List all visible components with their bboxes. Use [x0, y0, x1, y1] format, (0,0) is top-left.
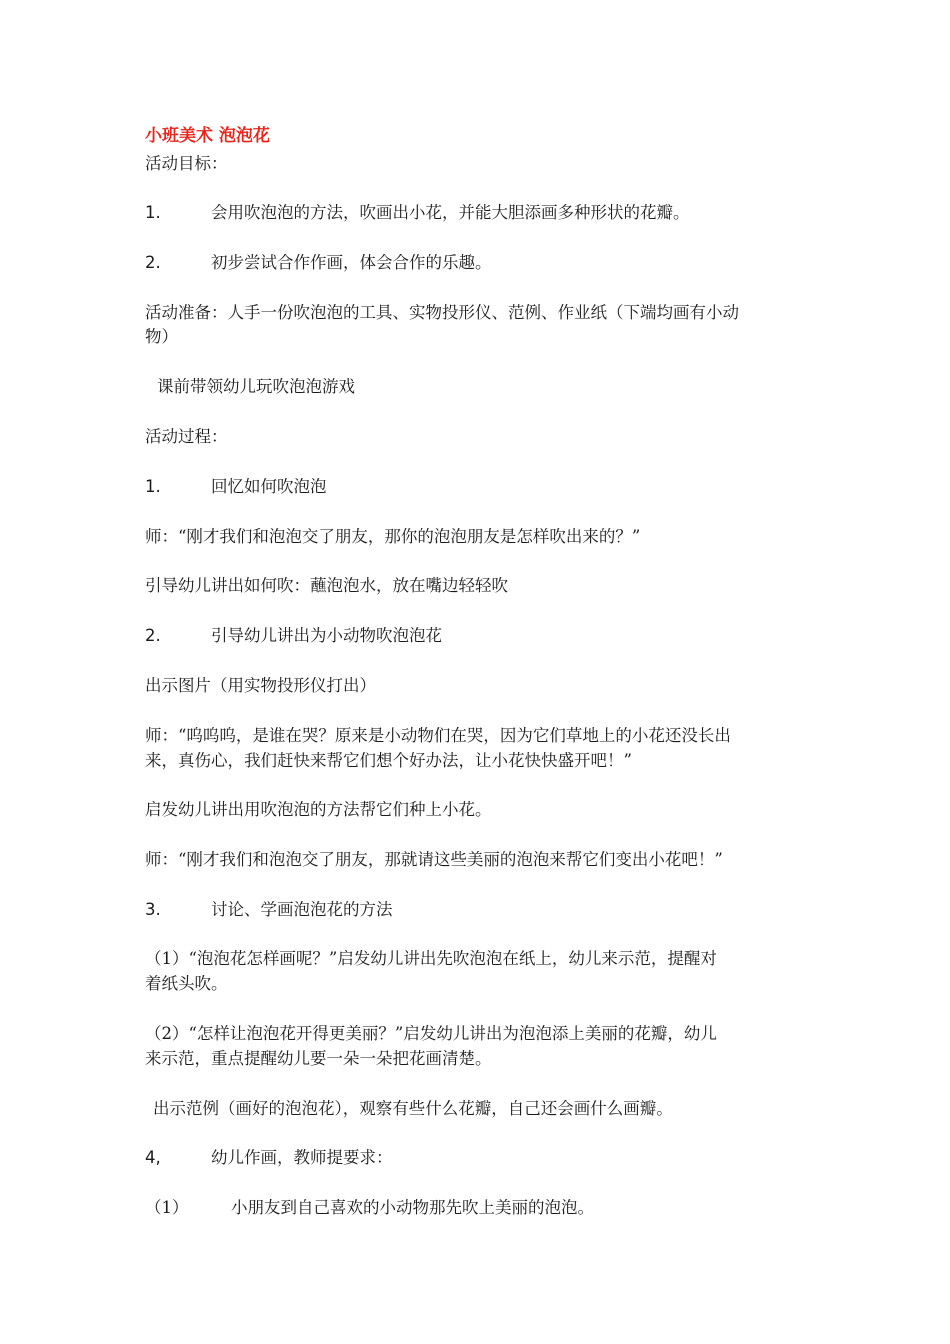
show-picture-line: 出示图片（用实物投形仪打出）	[145, 676, 376, 695]
requirement-1-text: 小朋友到自己喜欢的小动物那先吹上美丽的泡泡。	[231, 1198, 594, 1217]
goal-2-text: 初步尝试合作作画，体会合作的乐趣。	[211, 253, 492, 272]
step-4-number: 4,	[145, 1148, 161, 1167]
sub-item-2a: （2）“怎样让泡泡花开得更美丽？”启发幼儿讲出为泡泡添上美丽的花瓣，幼儿	[145, 1024, 717, 1043]
goal-2	[145, 250, 492, 275]
show-example-line: 出示范例（画好的泡泡花），观察有些什么花瓣，自己还会画什么画瓣。	[153, 1099, 673, 1118]
step-1-text: 回忆如何吹泡泡	[211, 477, 327, 496]
step-3	[145, 897, 393, 922]
document-title: 小班美术 泡泡花	[145, 126, 270, 146]
sub-item-1a: （1）“泡泡花怎样画呢？”启发幼儿讲出先吹泡泡在纸上，幼儿来示范，提醒对	[145, 949, 717, 968]
sub-item-1b: 着纸头吹。	[145, 974, 228, 993]
sub-item-2b: 来示范，重点提醒幼儿要一朵一朵把花画清楚。	[145, 1049, 492, 1068]
process-heading: 活动过程：	[145, 427, 228, 446]
goal-1-text: 会用吹泡泡的方法，吹画出小花，并能大胆添画多种形状的花瓣。	[211, 203, 690, 222]
teacher-line-1: 师：“刚才我们和泡泡交了朋友，那你的泡泡朋友是怎样吹出来的？”	[145, 527, 641, 546]
teacher-line-2a: 师：“呜呜呜，是谁在哭？原来是小动物们在哭，因为它们草地上的小花还没长出	[145, 726, 731, 745]
goal-1	[145, 200, 690, 225]
prep-line-1: 活动准备：人手一份吹泡泡的工具、实物投形仪、范例、作业纸（下端均画有小动	[145, 303, 739, 322]
goal-1-number: 1.	[145, 203, 161, 222]
pre-class-note: 课前带领幼儿玩吹泡泡游戏	[157, 377, 355, 396]
step-1-number: 1.	[145, 477, 161, 496]
step-2	[145, 623, 442, 648]
step-4-text: 幼儿作画，教师提要求：	[211, 1148, 393, 1167]
step-2-number: 2.	[145, 626, 161, 645]
step-3-text: 讨论、学画泡泡花的方法	[211, 900, 393, 919]
prep-line-2: 物）	[145, 327, 178, 346]
requirement-1	[145, 1195, 594, 1220]
teacher-line-2b: 来，真伤心，我们赶快来帮它们想个好办法，让小花快快盛开吧！”	[145, 751, 632, 770]
teacher-line-3: 师：“刚才我们和泡泡交了朋友，那就请这些美丽的泡泡来帮它们变出小花吧！”	[145, 850, 723, 869]
inspire-line: 启发幼儿讲出用吹泡泡的方法帮它们种上小花。	[145, 800, 492, 819]
requirement-1-number: （1）	[145, 1198, 189, 1217]
step-3-number: 3.	[145, 900, 161, 919]
goals-heading: 活动目标：	[145, 154, 228, 173]
goal-2-number: 2.	[145, 253, 161, 272]
step-4	[145, 1145, 393, 1170]
step-2-text: 引导幼儿讲出为小动物吹泡泡花	[211, 626, 442, 645]
guide-line-1: 引导幼儿讲出如何吹：蘸泡泡水，放在嘴边轻轻吹	[145, 576, 508, 595]
step-1	[145, 474, 327, 499]
